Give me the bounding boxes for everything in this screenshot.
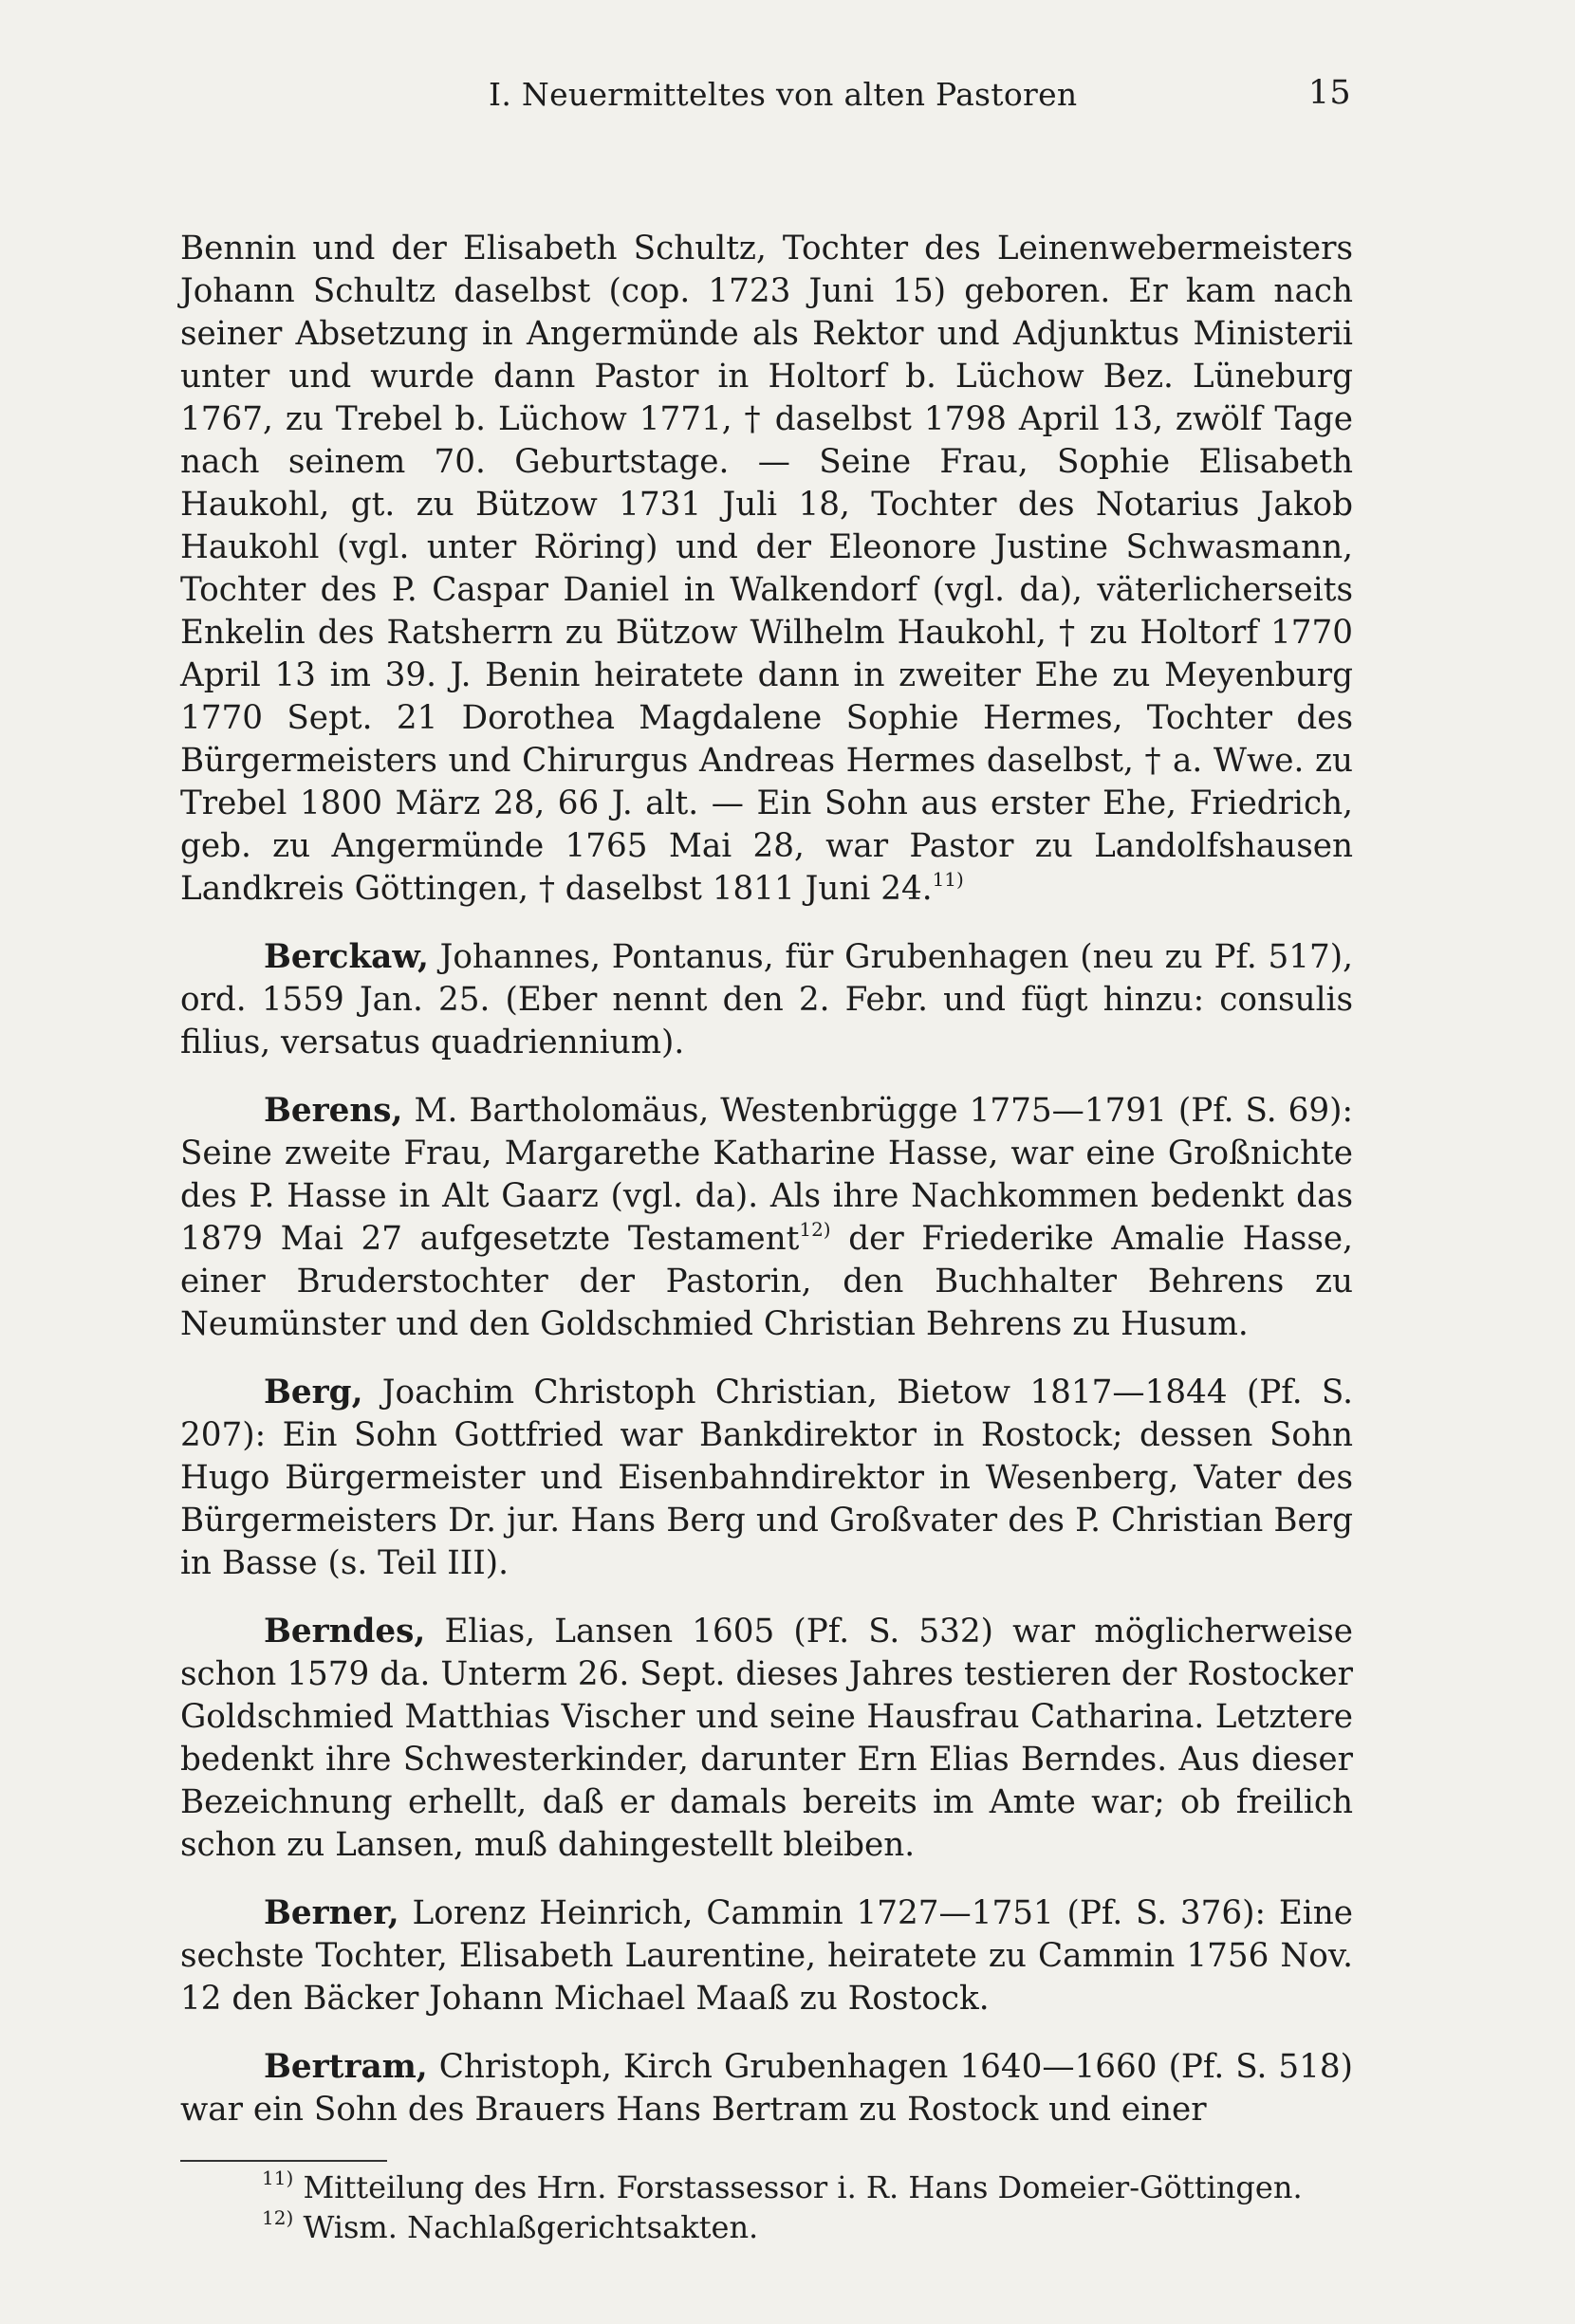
entry-text: Joachim Christoph Christian, Bietow 1817—1844 (Pf. S. 207): Ein Sohn Gottfried war Bankdirektor in Rostock; dessen Sohn Hugo Bürgermeister und Eisenbahndirektor in Wesenberg, Vater des Bürgermeisters Dr. jur. Hans Berg und Großvater des P. Christian Berg in Basse (s. Teil III). — [180, 1374, 1353, 1582]
headword: Berens, — [264, 1092, 403, 1130]
book-page — [180, 68, 1353, 2278]
paragraph-bennin-continuation — [180, 228, 1353, 911]
entry-text: Elias, Lansen 1605 (Pf. S. 532) war möglicherweise schon 1579 da. Unterm 26. Sept. dieses Jahres testieren der Rostocker Goldschmied Matthias Vischer und seine Hausfrau Catharina. Letztere bedenkt ihre Schwesterkinder, darunter Ern Elias Berndes. Aus dieser Bezeichnung erhellt, daß er damals bereits im Amte war; ob freilich schon zu Lansen, muß dahingestellt bleiben. — [180, 1613, 1353, 1864]
footnote-marker: 12) — [262, 2206, 294, 2229]
page-number: 15 — [1307, 74, 1351, 112]
footnote-divider — [180, 2160, 387, 2162]
entry-berndes — [180, 1611, 1353, 1867]
entry-text: Christoph, Kirch Grubenhagen 1640—1660 (Pf. S. 518) war ein Sohn des Brauers Hans Bertram zu Rostock und einer — [180, 2048, 1353, 2129]
entry-berg — [180, 1372, 1353, 1585]
footnote-ref: 12) — [799, 1218, 831, 1241]
headword: Berckaw, — [264, 938, 429, 976]
headword: Berg, — [264, 1374, 363, 1411]
footnote-text: Wism. Nachlaßgerichtsakten. — [293, 2209, 759, 2245]
headword: Bertram, — [264, 2048, 428, 2086]
footnote-ref: 11) — [932, 868, 964, 891]
running-head — [180, 68, 1353, 125]
footnotes — [180, 2167, 1353, 2247]
footnote-text: Mitteilung des Hrn. Forstassessor i. R. Hans Domeier-Göttingen. — [293, 2169, 1303, 2205]
footnote-11 — [180, 2167, 1353, 2207]
body-text — [180, 228, 1353, 2131]
running-head-title: I. Neuermitteltes von alten Pastoren — [489, 76, 1078, 113]
headword: Berner, — [264, 1894, 399, 1932]
paragraph-text: Bennin und der Elisabeth Schultz, Tochter des Leinenwebermeisters Johann Schultz daselbst (cop. 1723 Juni 15) geboren. Er kam nach seiner Absetzung in Angermünde als Rektor und Adjunktus Ministerii unter und wurde dann Pastor in Holtorf b. Lüchow Bez. Lüneburg 1767, zu Trebel b. Lüchow 1771, † daselbst 1798 April 13, zwölf Tage nach seinem 70. Geburtstage. — Seine Frau, Sophie Elisabeth Haukohl, gt. zu Bützow 1731 Juli 18, Tochter des Notarius Jakob Haukohl (vgl. unter Röring) und der Eleonore Justine Schwasmann, Tochter des P. Caspar Daniel in Walkendorf (vgl. da), väterlicherseits Enkelin des Ratsherrn zu Bützow Wilhelm Haukohl, † zu Holtorf 1770 April 13 im 39. J. Benin heiratete dann in zweiter Ehe zu Meyenburg 1770 Sept. 21 Dorothea Magdalene Sophie Hermes, Tochter des Bürgermeisters und Chirurgus Andreas Hermes daselbst, † a. Wwe. zu Trebel 1800 März 28, 66 J. alt. — Ein Sohn aus erster Ehe, Friedrich, geb. zu Angermünde 1765 Mai 28, war Pastor zu Landolfshausen Landkreis Göttingen, † daselbst 1811 Juni 24. — [180, 230, 1353, 908]
entry-berner — [180, 1892, 1353, 2020]
footnote-marker: 11) — [262, 2167, 294, 2189]
entry-text: Johannes, Pontanus, für Grubenhagen (neu zu Pf. 517), ord. 1559 Jan. 25. (Eber nennt den 2. Febr. und fügt hinzu: consulis filius, versatus quadriennium). — [180, 938, 1353, 1061]
entry-text: M. Bartholomäus, Westenbrügge 1775—1791 (Pf. S. 69): Seine zweite Frau, Margarethe Katharine Hasse, war eine Großnichte des P. Hasse in Alt Gaarz (vgl. da). Als ihre Nachkommen bedenkt das 1879 Mai 27 aufgesetzte Testament — [180, 1092, 1353, 1258]
entry-text: Lorenz Heinrich, Cammin 1727—1751 (Pf. S. 376): Eine sechste Tochter, Elisabeth Laurentine, heiratete zu Cammin 1756 Nov. 12 den Bäcker Johann Michael Maaß zu Rostock. — [180, 1894, 1353, 2018]
footnote-12 — [180, 2207, 1353, 2247]
entry-text-continued: der Friederike Amalie Hasse, einer Bruderstochter der Pastorin, den Buchhalter Behrens zu Neumünster und den Goldschmied Christian Behrens zu Husum. — [180, 1220, 1353, 1343]
entry-berens — [180, 1090, 1353, 1346]
entry-berckaw — [180, 936, 1353, 1064]
headword: Berndes, — [264, 1613, 426, 1651]
entry-bertram — [180, 2046, 1353, 2131]
